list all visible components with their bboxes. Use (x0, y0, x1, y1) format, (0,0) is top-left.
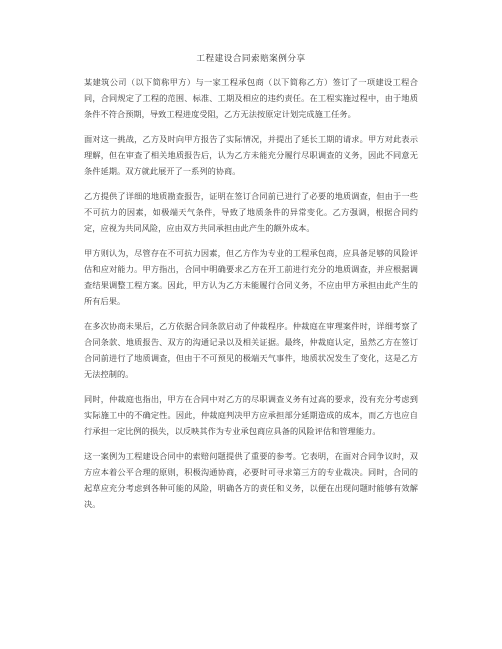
document-title: 工程建设合同索赔案例分享 (196, 54, 306, 64)
paragraph-5: 在多次协商未果后，乙方依据合同条款启动了仲裁程序。仲裁庭在审理案件时，详细考察了合同条款、地质报告、双方的沟通记录以及相关证据。最终，仲裁庭认定，虽然乙方在签订合同前进行了地质调查，但由于不可预见的极端天气事件，地质状况发生了变化，这是乙方无法控制的。 (84, 321, 418, 379)
paragraph-3: 乙方提供了详细的地质勘查报告，证明在签订合同前已进行了必要的地质调查，但由于一些不可抗力的因素，如极端天气条件，导致了地质条件的异常变化。乙方强调，根据合同约定，应视为共同风险，应由双方共同承担由此产生的额外成本。 (84, 191, 418, 233)
paragraph-6: 同时，仲裁庭也指出，甲方在合同中对乙方的尽职调查义务有过高的要求，没有充分考虑到实际施工中的不确定性。因此，仲裁庭判决甲方应承担部分延期造成的成本，而乙方也应自行承担一定比例的损失，以反映其作为专业承包商应具备的风险评估和管理能力。 (84, 394, 418, 436)
paragraph-2: 面对这一挑战，乙方及时向甲方报告了实际情况，并提出了延长工期的请求。甲方对此表示理解，但在审查了相关地质报告后，认为乙方未能充分履行尽职调查的义务，因此不同意无条件延期。双方就此展开了一系列的协商。 (84, 134, 418, 176)
paragraph-7: 这一案例为工程建设合同中的索赔问题提供了重要的参考。它表明，在面对合同争议时，双方应本着公平合理的原则，积极沟通协商，必要时可寻求第三方的专业裁决。同时，合同的起草应充分考虑到各种可能的风险，明确各方的责任和义务，以便在出现问题时能够有效解决。 (84, 451, 418, 509)
paragraph-4: 甲方则认为，尽管存在不可抗力因素，但乙方作为专业的工程承包商，应具备足够的风险评估和应对能力。甲方指出，合同中明确要求乙方在开工前进行充分的地质调查，并应根据调查结果调整工程方案。因此，甲方认为乙方未能履行合同义务，不应由甲方承担由此产生的所有后果。 (84, 248, 418, 306)
paragraph-1: 某建筑公司（以下简称甲方）与一家工程承包商（以下简称乙方）签订了一项建设工程合同，合同规定了工程的范围、标准、工期及相应的违约责任。在工程实施过程中，由于地质条件不符合预期，导致工程进度受阻，乙方无法按原定计划完成施工任务。 (84, 77, 418, 119)
